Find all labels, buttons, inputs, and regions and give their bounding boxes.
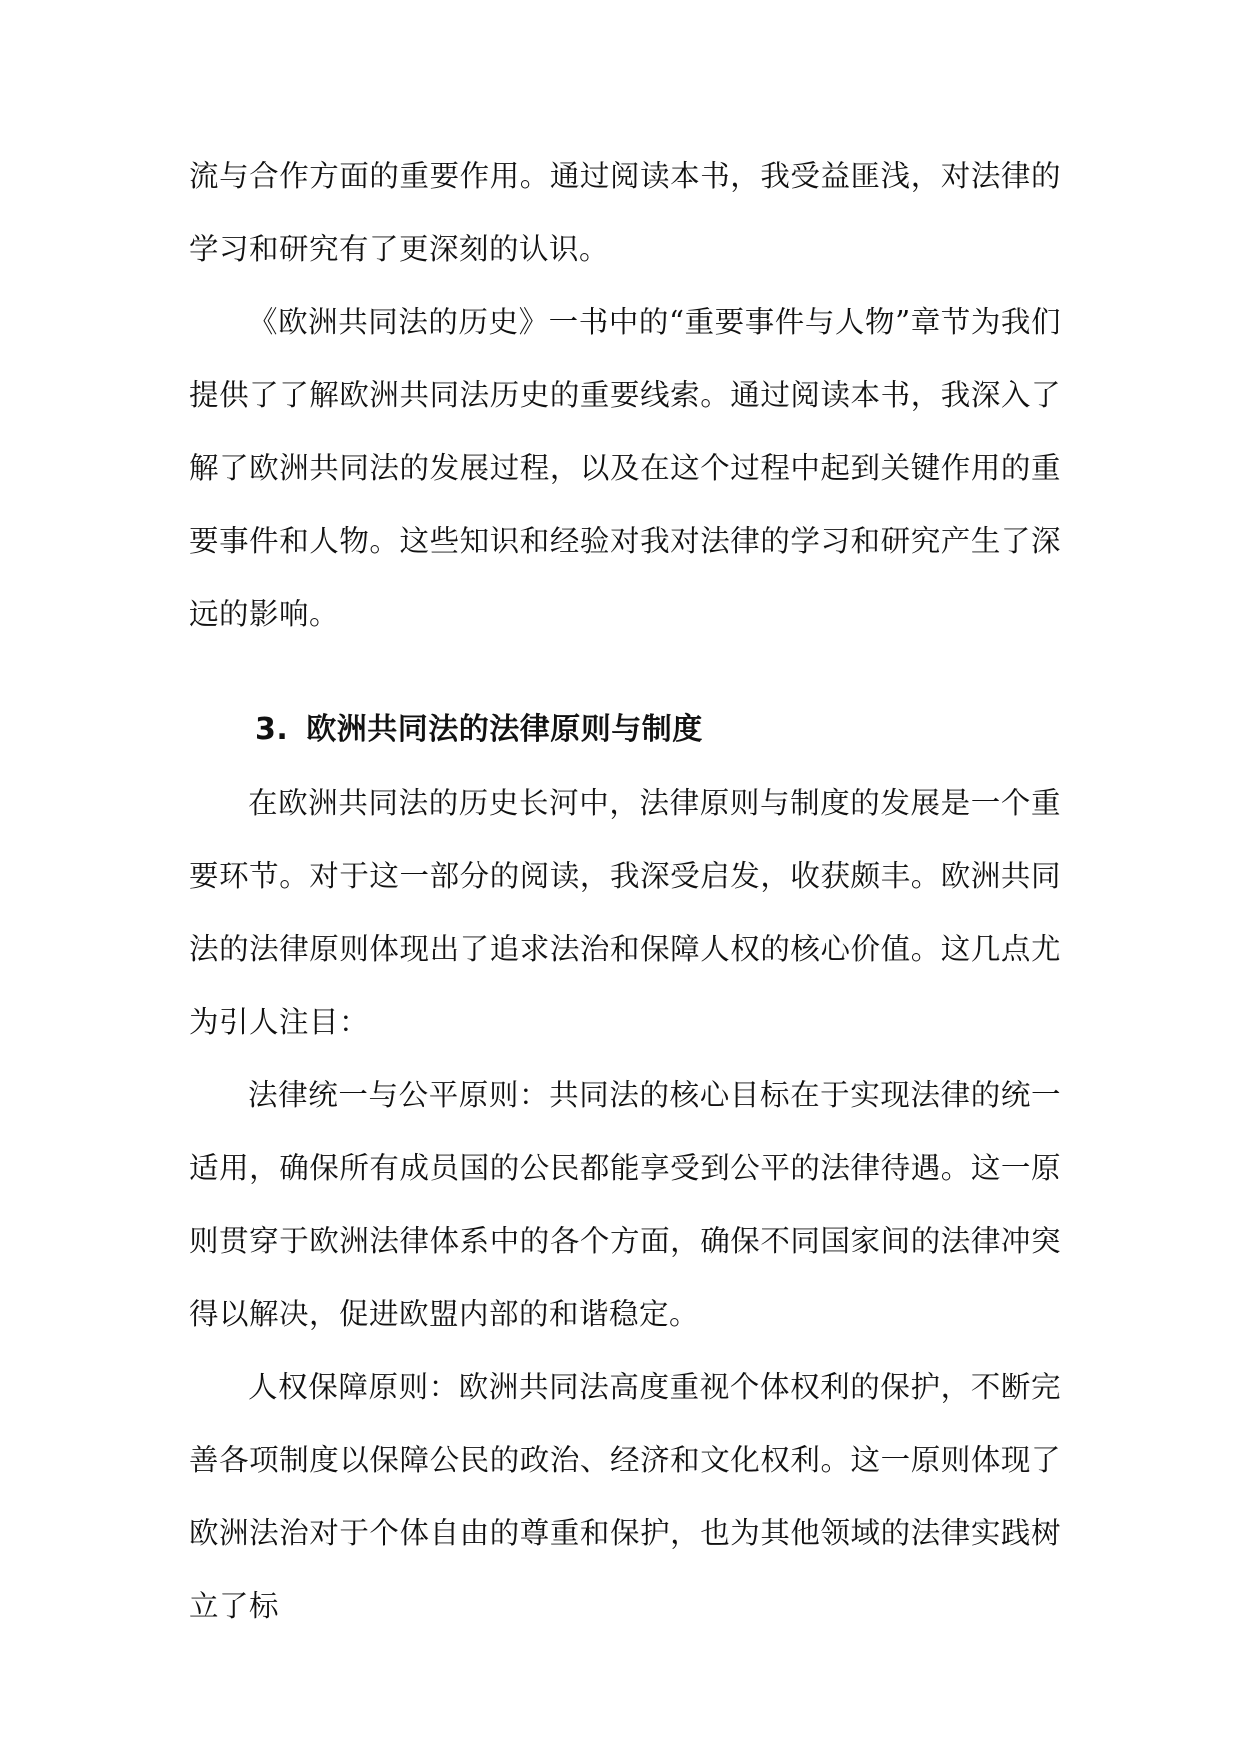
paragraph-continuation: 流与合作方面的重要作用。通过阅读本书，我受益匪浅，对法律的学习和研究有了更深刻的认识。 <box>189 159 1061 266</box>
section-title: 欧洲共同法的法律原则与制度 <box>306 712 703 747</box>
document-body <box>189 140 1061 1643</box>
paragraph-human-rights-principle: 人权保障原则：欧洲共同法高度重视个体权利的保护，不断完善各项制度以保障公民的政治、经济和文化权利。这一原则体现了欧洲法治对于个体自由的尊重和保护，也为其他领域的法律实践树立了标 <box>189 1370 1061 1623</box>
section-heading <box>189 695 1061 765</box>
paragraph-events-and-figures: 《欧洲共同法的历史》一书中的“重要事件与人物”章节为我们提供了了解欧洲共同法历史的重要线索。通过阅读本书，我深入了解了欧洲共同法的发展过程，以及在这个过程中起到关键作用的重要事件和人物。这些知识和经验对我对法律的学习和研究产生了深远的影响。 <box>189 305 1061 631</box>
paragraph-unity-fairness-principle: 法律统一与公平原则：共同法的核心目标在于实现法律的统一适用，确保所有成员国的公民都能享受到公平的法律待遇。这一原则贯穿于欧洲法律体系中的各个方面，确保不同国家间的法律冲突得以解决，促进欧盟内部的和谐稳定。 <box>189 1078 1061 1331</box>
section-number: 3. <box>255 712 289 747</box>
paragraph-intro: 在欧洲共同法的历史长河中，法律原则与制度的发展是一个重要环节。对于这一部分的阅读，我深受启发，收获颇丰。欧洲共同法的法律原则体现出了追求法治和保障人权的核心价值。这几点尤为引人注目： <box>189 786 1061 1039</box>
